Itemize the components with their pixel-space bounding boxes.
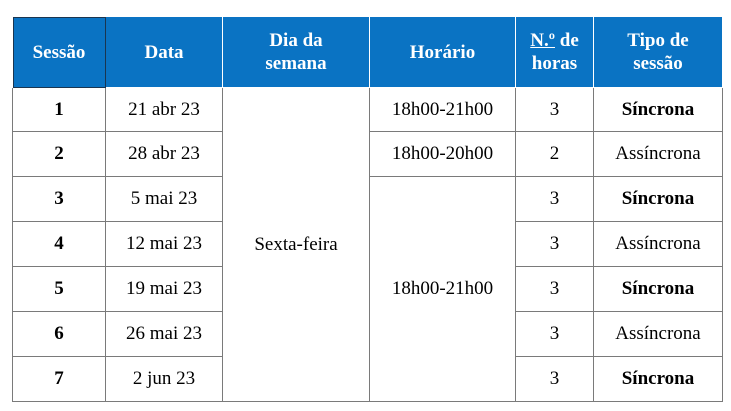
session-date: 28 abr 23 — [106, 132, 223, 177]
session-type: Assíncrona — [594, 132, 723, 177]
session-type: Síncrona — [594, 177, 723, 222]
session-date: 19 mai 23 — [106, 267, 223, 312]
header-row — [13, 17, 723, 88]
session-date: 2 jun 23 — [106, 357, 223, 402]
header-time: Horário — [370, 17, 516, 88]
session-number: 4 — [13, 222, 106, 267]
session-number: 2 — [13, 132, 106, 177]
session-number: 1 — [13, 88, 106, 132]
weekday-cell: Sexta-feira — [223, 88, 370, 402]
time-slot: 18h00-21h00 — [370, 88, 516, 132]
hours-count: 3 — [516, 222, 594, 267]
header-weekday: Dia da semana — [223, 17, 370, 88]
time-slot: 18h00-21h00 — [370, 177, 516, 402]
session-type: Assíncrona — [594, 222, 723, 267]
session-number: 5 — [13, 267, 106, 312]
session-date: 26 mai 23 — [106, 312, 223, 357]
header-session: Sessão — [13, 17, 106, 88]
session-type: Síncrona — [594, 267, 723, 312]
hours-count: 3 — [516, 177, 594, 222]
session-date: 12 mai 23 — [106, 222, 223, 267]
hours-count: 2 — [516, 132, 594, 177]
header-hours: N.º de horas — [516, 17, 594, 88]
hours-count: 3 — [516, 267, 594, 312]
session-date: 21 abr 23 — [106, 88, 223, 132]
table-row — [13, 88, 723, 132]
session-type: Assíncrona — [594, 312, 723, 357]
session-number: 7 — [13, 357, 106, 402]
session-schedule-table — [12, 16, 723, 402]
session-type: Síncrona — [594, 357, 723, 402]
hours-count: 3 — [516, 88, 594, 132]
header-session-type: Tipo de sessão — [594, 17, 723, 88]
session-number: 6 — [13, 312, 106, 357]
session-number: 3 — [13, 177, 106, 222]
session-date: 5 mai 23 — [106, 177, 223, 222]
time-slot: 18h00-20h00 — [370, 132, 516, 177]
hours-count: 3 — [516, 312, 594, 357]
session-type: Síncrona — [594, 88, 723, 132]
header-date: Data — [106, 17, 223, 88]
hours-count: 3 — [516, 357, 594, 402]
